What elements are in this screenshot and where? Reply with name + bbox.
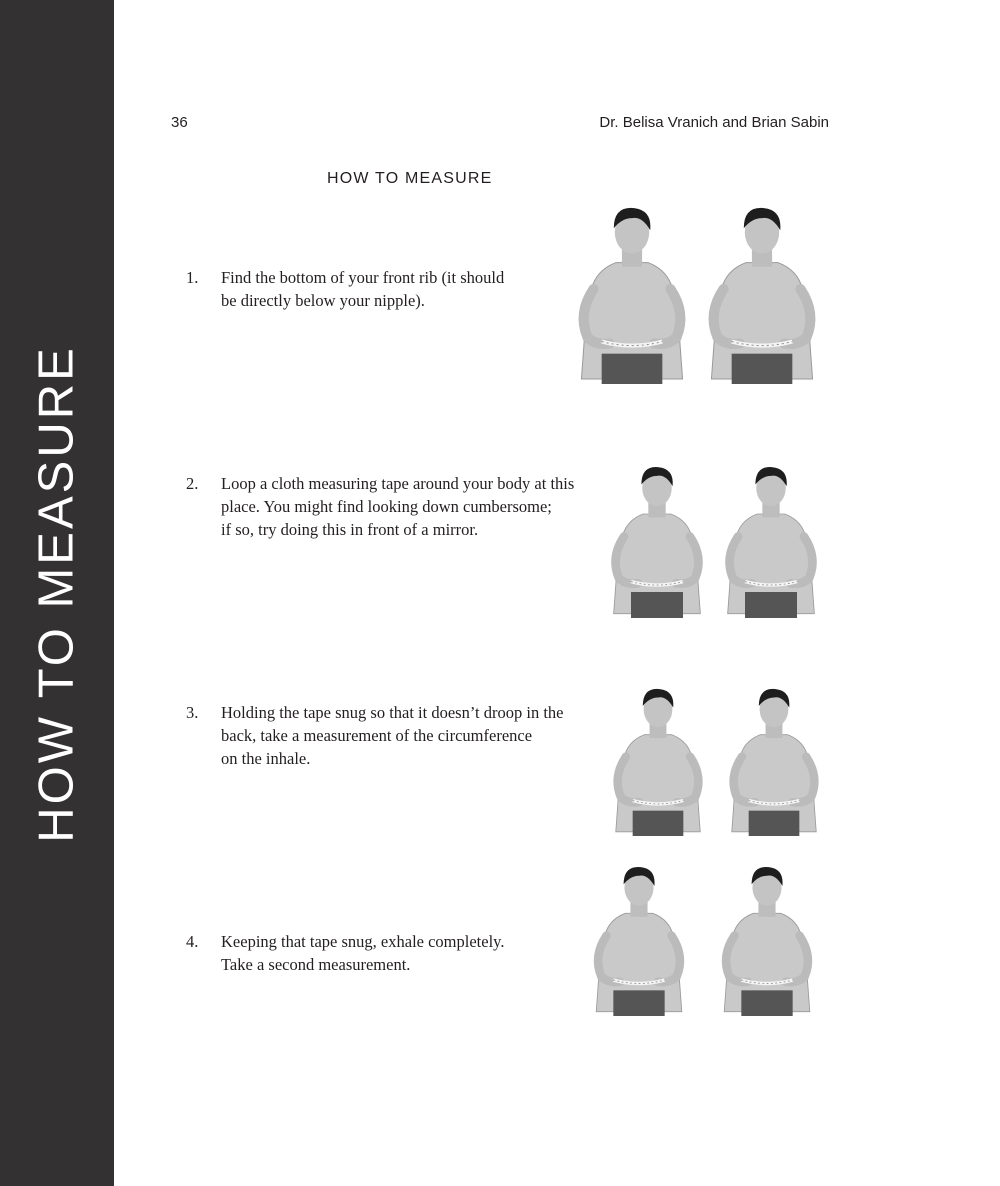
step-number: 3.	[186, 703, 199, 722]
step-1-photo	[568, 202, 830, 384]
step-line: Find the bottom of your front rib (it should	[221, 268, 505, 287]
step-text	[221, 701, 564, 770]
step-line: be directly below your nipple).	[221, 291, 425, 310]
step-line: if so, try doing this in front of a mirror.	[221, 520, 479, 539]
step-number: 4.	[186, 932, 199, 951]
page-number: 36	[171, 114, 188, 131]
step-2-photo	[602, 462, 828, 618]
step-text	[221, 930, 504, 976]
step-line: place. You might find looking down cumbersome;	[221, 497, 552, 516]
sidebar-band	[0, 0, 114, 1186]
step-line: on the inhale.	[221, 749, 311, 768]
step-number: 1.	[186, 268, 199, 287]
step-line: Loop a cloth measuring tape around your body at this	[221, 474, 575, 493]
step-line: back, take a measurement of the circumference	[221, 726, 533, 745]
step-4-photo	[578, 862, 830, 1016]
step-text	[221, 266, 504, 312]
step-text	[221, 472, 574, 541]
step-line: Holding the tape snug so that it doesn’t droop in the	[221, 703, 564, 722]
running-head-authors: Dr. Belisa Vranich and Brian Sabin	[599, 114, 829, 131]
section-heading: HOW TO MEASURE	[327, 170, 493, 187]
step-line: Take a second measurement.	[221, 955, 411, 974]
step-3-photo	[604, 684, 830, 836]
step-line: Keeping that tape snug, exhale completely.	[221, 932, 505, 951]
sidebar-title: HOW TO MEASURE	[29, 345, 84, 843]
step-number: 2.	[186, 474, 199, 493]
